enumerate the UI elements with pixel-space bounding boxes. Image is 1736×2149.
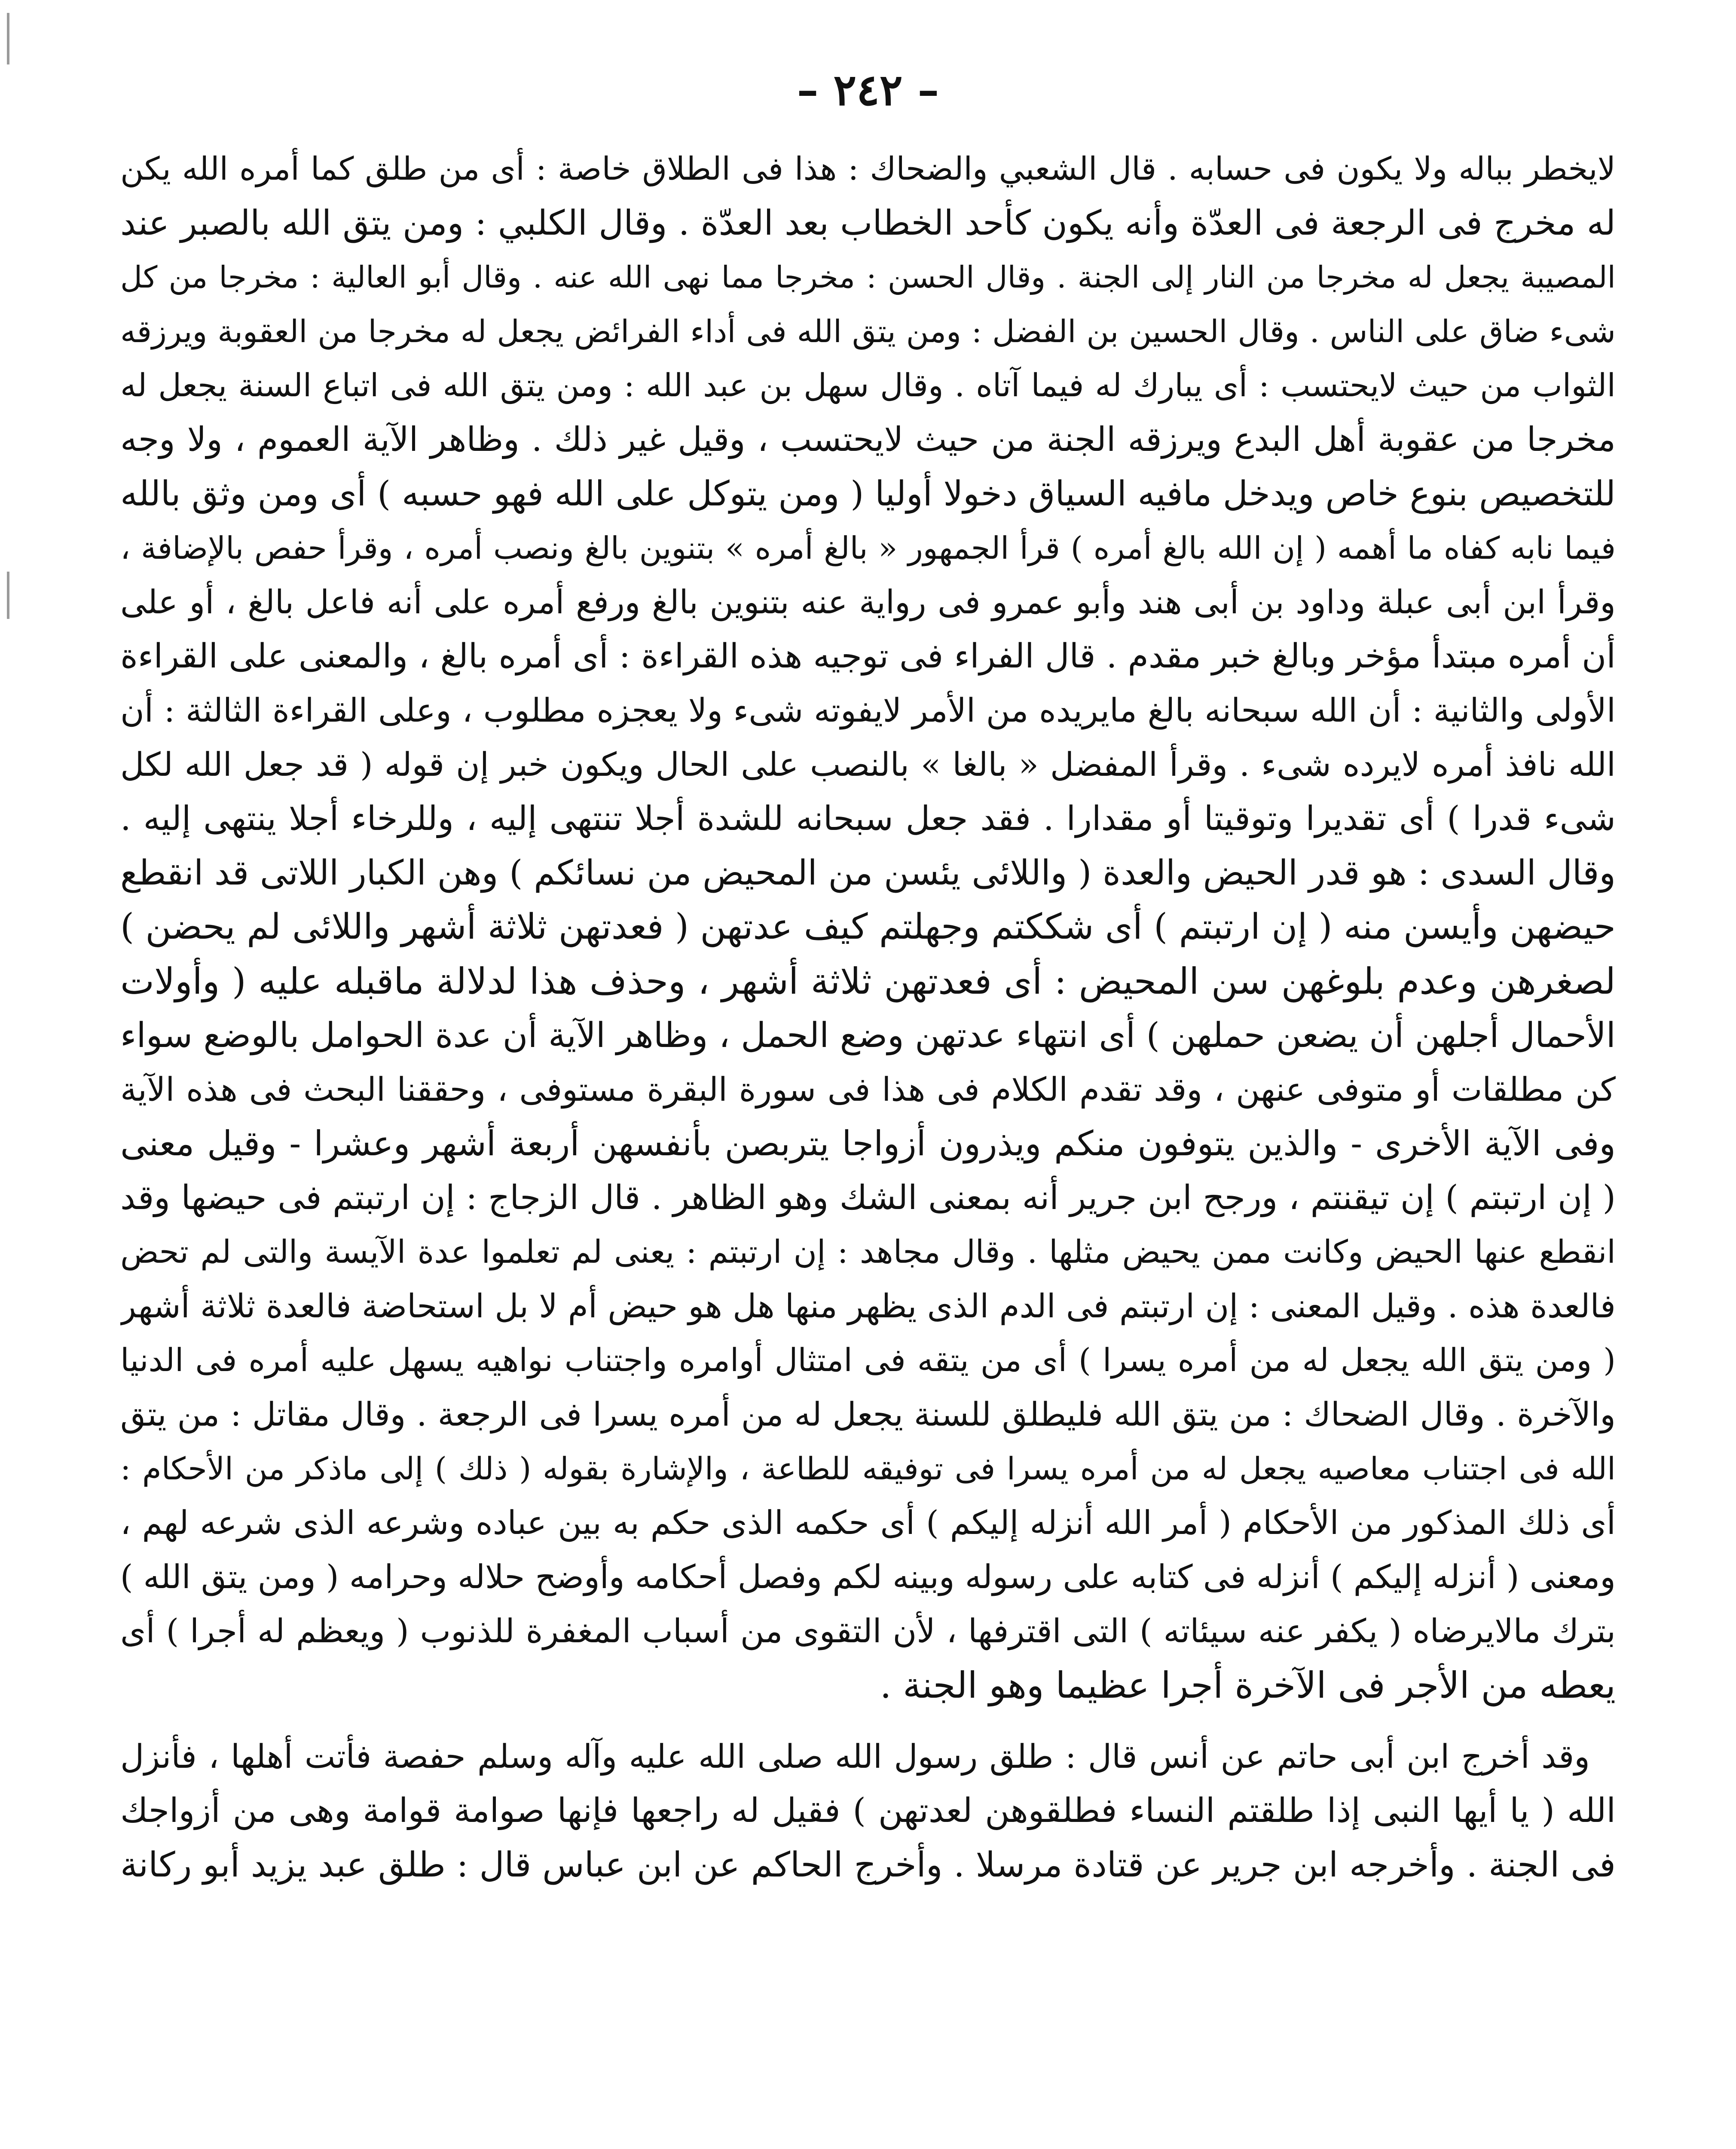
text-line: وقد أخرج ابن أبى حاتم عن أنس قال : طلق رسول الله صلى الله عليه وآله وسلم حفصة فأتت أهلها ، فأنزل: [120, 1737, 1590, 1776]
scan-edge-mark-middle: [7, 572, 9, 619]
text-line: انقطع عنها الحيض وكانت ممن يحيض مثلها . وقال مجاهد : إن ارتبتم : يعنى لم تعلموا عدة الآيسة والتى لم تحض: [120, 1234, 1616, 1270]
paragraph-gap: [120, 1712, 1616, 1730]
text-line: الله ( يا أيها النبى إذا طلقتم النساء فطلقوهن لعدتهن ) فقيل له راجعها فإنها صوامة قوامة وهى من أزواجك: [120, 1791, 1616, 1830]
text-line: لصغرهن وعدم بلوغهن سن المحيض : أى فعدتهن ثلاثة أشهر ، وحذف هذا لدلالة ماقبله عليه ( وأولات: [120, 960, 1616, 1002]
text-line: له مخرج فى الرجعة فى العدّة وأنه يكون كأحد الخطاب بعد العدّة . وقال الكلبي : ومن يتق الله بالصبر عند: [120, 203, 1616, 243]
text-line: مخرجا من عقوبة أهل البدع ويرزقه الجنة من حيث لايحتسب ، وقيل غير ذلك . وظاهر الآية العموم ، ولا وجه: [120, 420, 1616, 459]
text-line: وقرأ ابن أبى عبلة وداود بن أبى هند وأبو عمرو فى رواية عنه بتنوين بالغ ورفع أمره على أنه فاعل بالغ ، أو على: [120, 583, 1616, 621]
text-line: الله فى اجتناب معاصيه يجعل له من أمره يسرا فى توفيقه للطاعة ، والإشارة بقوله ( ذلك ) إلى ماذكر من الأحكام :: [120, 1451, 1616, 1487]
text-line: المصيبة يجعل له مخرجا من النار إلى الجنة . وقال الحسن : مخرجا مما نهى الله عنه . وقال أبو العالية : مخرجا من كل: [120, 260, 1616, 295]
text-line: ( إن ارتبتم ) إن تيقنتم ، ورجح ابن جرير أنه بمعنى الشك وهو الظاهر . قال الزجاج : إن ارتبتم فى حيضها وقد: [120, 1179, 1616, 1217]
text-line: ومعنى ( أنزله إليكم ) أنزله فى كتابه على رسوله وبينه لكم وفصل أحكامه وأوضح حلاله وحرامه ( ومن يتق الله ): [120, 1558, 1616, 1596]
text-line: الثواب من حيث لايحتسب : أى يبارك له فيما آتاه . وقال سهل بن عبد الله : ومن يتق الله فى اتباع السنة يجعل له: [120, 367, 1616, 404]
text-line: فيما نابه كفاه ما أهمه ( إن الله بالغ أمره ) قرأ الجمهور « بالغ أمره » بتنوين بالغ ونصب أمره ، وقرأ حفص بالإضافة ،: [120, 530, 1616, 566]
text-line: فالعدة هذه . وقيل المعنى : إن ارتبتم فى الدم الذى يظهر منها هل هو حيض أم لا بل استحاضة فالعدة ثلاثة أشهر: [120, 1287, 1616, 1325]
text-line: الله نافذ أمره لايرده شىء . وقرأ المفضل « بالغا » بالنصب على الحال ويكون خبر إن قوله ( قد جعل الله لكل: [120, 745, 1616, 784]
text-line: أن أمره مبتدأ مؤخر وبالغ خبر مقدم . قال الفراء فى توجيه هذه القراءة : أى أمره بالغ ، والمعنى على القراءة: [120, 637, 1616, 676]
text-line: يعطه من الأجر فى الآخرة أجرا عظيما وهو الجنة .: [880, 1664, 1616, 1706]
text-line: شىء ضاق على الناس . وقال الحسين بن الفضل : ومن يتق الله فى أداء الفرائض يجعل له مخرجا من العقوبة ويرزقه: [120, 313, 1616, 349]
text-line: ( ومن يتق الله يجعل له من أمره يسرا ) أى من يتقه فى امتثال أوامره واجتناب نواهيه يسهل عليه أمره فى الدنيا: [120, 1342, 1616, 1379]
text-line: بترك مالايرضاه ( يكفر عنه سيئاته ) التى اقترفها ، لأن التقوى من أسباب المغفرة للذنوب ( ويعظم له أجرا ) أى: [120, 1612, 1616, 1650]
text-line: وفى الآية الأخرى - والذين يتوفون منكم ويذرون أزواجا يتربصن بأنفسهن أربعة أشهر وعشرا - وقيل معنى: [120, 1123, 1616, 1163]
text-line: لايخطر بباله ولا يكون فى حسابه . قال الشعبي والضحاك : هذا فى الطلاق خاصة : أى من طلق كما أمره الله يكن: [120, 150, 1616, 187]
text-line: فى الجنة . وأخرجه ابن جرير عن قتادة مرسلا . وأخرج الحاكم عن ابن عباس قال : طلق عبد يزيد أبو ركانة: [120, 1845, 1616, 1885]
text-line: أى ذلك المذكور من الأحكام ( أمر الله أنزله إليكم ) أى حكمه الذى حكم به بين عباده وشرعه الذى شرعه لهم ،: [120, 1503, 1616, 1542]
paragraph-1: [120, 142, 1616, 1712]
text-line: الأولى والثانية : أن الله سبحانه بالغ مايريده من الأمر لايفوته شىء ولا يعجزه مطلوب ، وعلى القراءة الثالثة : أن: [120, 691, 1616, 729]
text-line: كن مطلقات أو متوفى عنهن ، وقد تقدم الكلام فى هذا فى سورة البقرة مستوفى ، وحققنا البحث فى هذه الآية: [120, 1070, 1616, 1108]
scan-edge-mark-top: [7, 13, 9, 64]
text-line: الأحمال أجلهن أن يضعن حملهن ) أى انتهاء عدتهن وضع الحمل ، وظاهر الآية أن عدة الحوامل بالوضع سواء: [120, 1015, 1616, 1055]
body-text: [120, 142, 1616, 1892]
paragraph-2: [120, 1730, 1616, 1892]
text-line: شىء قدرا ) أى تقديرا وتوقيتا أو مقدارا . فقد جعل سبحانه للشدة أجلا تنتهى إليه ، وللرخاء أجلا ينتهى إليه .: [120, 799, 1616, 838]
text-line: وقال السدى : هو قدر الحيض والعدة ( واللائى يئسن من المحيض من نسائكم ) وهن الكبار اللاتى قد انقطع: [120, 853, 1616, 893]
text-line: حيضهن وأيسن منه ( إن ارتبتم ) أى شككتم وجهلتم كيف عدتهن ( فعدتهن ثلاثة أشهر واللائى لم يحضن ): [120, 906, 1616, 947]
text-line: للتخصيص بنوع خاص ويدخل مافيه السياق دخولا أوليا ( ومن يتوكل على الله فهو حسبه ) أى ومن وثق بالله: [120, 474, 1616, 514]
text-line: والآخرة . وقال الضحاك : من يتق الله فليطلق للسنة يجعل له من أمره يسرا فى الرجعة . وقال مقاتل : من يتق: [120, 1395, 1616, 1433]
page-number: – ٢٤٢ –: [797, 64, 939, 115]
